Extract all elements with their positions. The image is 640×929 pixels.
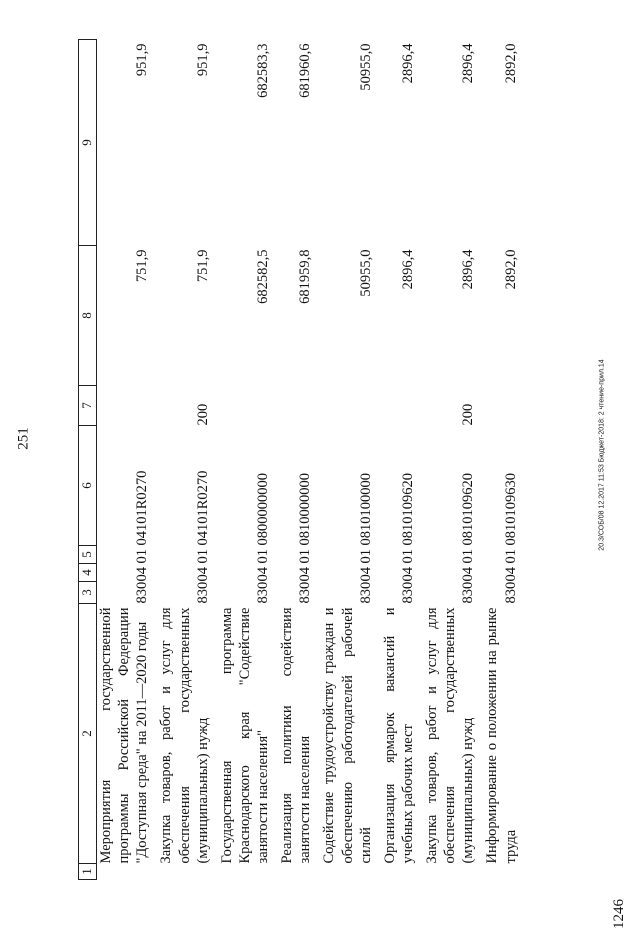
table-body (97, 40, 526, 880)
document-side-number: 1246 (611, 899, 627, 929)
cell-amount-2020: 951,9 (134, 43, 151, 77)
cell-name: Информирование о положении на рынке труда (484, 607, 519, 864)
cell-section-code: 04 (134, 567, 151, 582)
cell-number (381, 864, 423, 880)
cell-amount-2019: 681959,8 (297, 249, 314, 304)
cell-subsection-code: 01 (502, 549, 519, 564)
table-row (218, 40, 278, 880)
cell-expense-type: 200 (194, 403, 211, 426)
cell-number (157, 864, 217, 880)
cell-amount-2019: 2892,0 (502, 249, 519, 290)
cell-amount-2020: 951,9 (194, 43, 211, 77)
cell-section-code: 04 (460, 567, 477, 582)
cell-amount-2020: 2896,4 (460, 43, 477, 84)
cell-name: Содействие трудоустройству граждан и обеспечению работодателей рабочей силой (321, 607, 374, 864)
cell-number (97, 864, 158, 880)
cell-target-article: 0810000000 (297, 473, 314, 546)
table-row (97, 40, 158, 880)
cell-subsection-code: 01 (460, 549, 477, 564)
cell-number (218, 864, 278, 880)
cell-amount-2019: 2896,4 (460, 249, 477, 290)
header-cell: 2 (79, 604, 97, 864)
cell-target-article: 04101R0270 (194, 470, 211, 546)
cell-subsection-code: 01 (357, 549, 374, 564)
cell-number (320, 864, 380, 880)
cell-number (483, 864, 525, 880)
cell-number (278, 864, 320, 880)
cell-subsection-code: 01 (297, 549, 314, 564)
cell-name: Организация ярмарок вакансий и учебных рабочих мест (381, 607, 416, 864)
table-row (483, 40, 525, 880)
table-row (423, 40, 483, 880)
cell-ministry-code: 830 (297, 581, 314, 604)
cell-section-code: 04 (399, 567, 416, 582)
cell-amount-2020: 682583,3 (255, 43, 271, 98)
cell-ministry-code: 830 (255, 581, 271, 604)
cell-ministry-code: 830 (502, 581, 519, 604)
header-cell: 7 (79, 386, 97, 426)
cell-expense-type (278, 386, 320, 426)
cell-amount-2019: 50955,0 (357, 249, 374, 297)
footer-note (596, 45, 608, 865)
cell-amount-2019: 751,9 (134, 249, 151, 283)
cell-ministry-code: 830 (194, 581, 211, 604)
cell-target-article: 0810109620 (399, 473, 416, 546)
page-number: 251 (15, 427, 32, 450)
cell-ministry-code: 830 (357, 581, 374, 604)
table-row (157, 40, 217, 880)
budget-table-area (78, 40, 584, 880)
cell-subsection-code: 01 (194, 549, 211, 564)
cell-name: Реализация политики содействия занятости населения (279, 607, 314, 864)
cell-target-article: 0810109630 (502, 473, 519, 546)
cell-section-code: 04 (255, 567, 271, 582)
cell-expense-type (97, 386, 158, 426)
header-cell: 3 (79, 582, 97, 604)
cell-subsection-code: 01 (399, 549, 416, 564)
cell-ministry-code: 830 (134, 581, 151, 604)
cell-amount-2019: 751,9 (194, 249, 211, 283)
cell-ministry-code: 830 (399, 581, 416, 604)
cell-target-article: 0810100000 (357, 473, 374, 546)
cell-expense-type (381, 386, 423, 426)
cell-section-code: 04 (297, 567, 314, 582)
footer-note-text: 20.3/СОБ/08 12.2017 11:53 Бюджет-2018: 2 чтение-прил.14 (598, 359, 606, 551)
cell-amount-2020: 2896,4 (399, 43, 416, 84)
header-cell: 4 (79, 564, 97, 582)
cell-expense-type: 200 (460, 403, 477, 426)
cell-target-article: 04101R0270 (134, 470, 151, 546)
cell-amount-2019: 2896,4 (399, 249, 416, 290)
cell-amount-2020: 681960,6 (297, 43, 314, 98)
budget-table (78, 39, 526, 880)
cell-expense-type (320, 386, 380, 426)
table-row (278, 40, 320, 880)
cell-name: Мероприятия государственной программы Российской Федерации "Доступная среда" на 2011—2020 годы (98, 607, 151, 864)
cell-expense-type (218, 386, 278, 426)
cell-target-article: 0810109620 (460, 473, 477, 546)
cell-amount-2019: 682582,5 (255, 249, 271, 304)
cell-amount-2020: 50955,0 (357, 43, 374, 91)
header-cell: 1 (79, 864, 97, 880)
header-row (79, 40, 97, 880)
table-row (320, 40, 380, 880)
header-cell: 8 (79, 246, 97, 386)
table-row (381, 40, 423, 880)
cell-subsection-code: 01 (134, 549, 151, 564)
cell-subsection-code: 01 (255, 549, 271, 564)
cell-name: Закупка товаров, работ и услуг для обеспечения государственных (муниципальных) нужд (158, 607, 211, 864)
cell-amount-2020: 2892,0 (502, 43, 519, 84)
header-cell: 5 (79, 546, 97, 564)
cell-expense-type (483, 386, 525, 426)
cell-ministry-code: 830 (460, 581, 477, 604)
cell-name: Государственная программа Краснодарского края "Содействие занятости населения" (218, 607, 271, 864)
cell-section-code: 04 (502, 567, 519, 582)
header-cell: 6 (79, 426, 97, 546)
cell-section-code: 04 (194, 567, 211, 582)
cell-name: Закупка товаров, работ и услуг для обеспечения государственных (муниципальных) нужд (424, 607, 477, 864)
cell-number (423, 864, 483, 880)
cell-target-article: 0800000000 (255, 473, 271, 546)
cell-section-code: 04 (357, 567, 374, 582)
rotated-table (78, 40, 584, 880)
header-cell: 9 (79, 40, 97, 246)
